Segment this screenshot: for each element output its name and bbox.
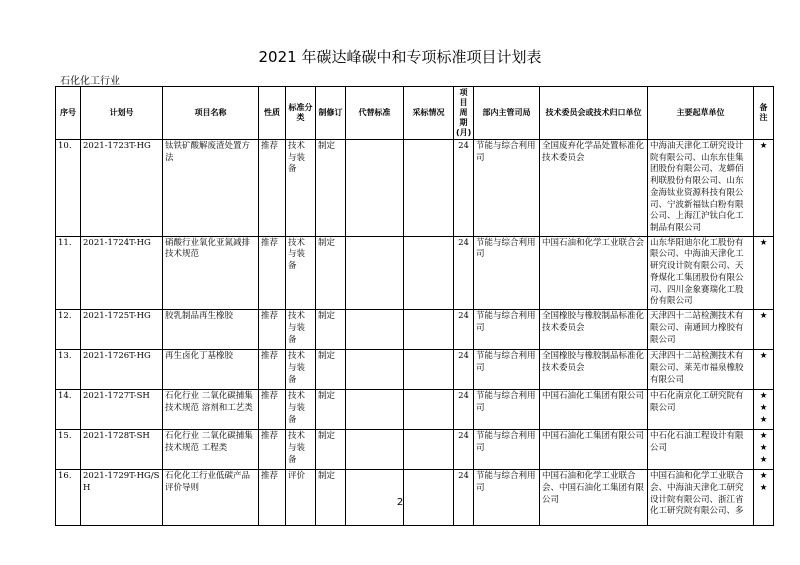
cell-department: 节能与综合利用司 (474, 430, 540, 470)
cell-revision-type: 制定 (316, 350, 346, 390)
cell-period: 24 (454, 350, 474, 390)
cell-project-name: 石化化工行业低碳产品评价导则 (163, 470, 259, 526)
table-row (56, 236, 774, 309)
cell-revision-type: 制定 (316, 236, 346, 309)
cell-no: 12. (56, 310, 81, 350)
cell-plan-no: 2021-1726T-HG (81, 350, 163, 390)
cell-revision-type: 制定 (316, 310, 346, 350)
cell-replace-standard (346, 390, 404, 430)
cell-revision-type: 制定 (316, 430, 346, 470)
table-row (56, 390, 774, 430)
page-title: 2021 年碳达峰碳中和专项标准项目计划表 (258, 48, 542, 66)
cell-note: ★ ★ (754, 470, 774, 526)
cell-committee: 中国石油和化学工业联合会 (540, 236, 648, 309)
cell-committee: 全国橡胶与橡胶制品标准化技术委员会 (540, 350, 648, 390)
col-header-revision-type: 制修订 (316, 87, 346, 140)
cell-committee: 全国废弃化学品处置标准化技术委员会 (540, 140, 648, 237)
cell-department: 节能与综合利用司 (474, 350, 540, 390)
cell-category: 技术与装备 (286, 390, 316, 430)
cell-drafter: 中石化南京化工研究院有限公司 (648, 390, 754, 430)
col-header-period: 项目周期(月) (454, 87, 474, 140)
cell-adoption (404, 390, 454, 430)
cell-committee: 中国石油和化学工业联合会、中国石油化工集团有限公司 (540, 470, 648, 526)
cell-department: 节能与综合利用司 (474, 390, 540, 430)
col-header-project-name: 项目名称 (163, 87, 259, 140)
col-header-category: 标准分类 (286, 87, 316, 140)
cell-replace-standard (346, 430, 404, 470)
cell-project-name: 硝酸行业氧化亚氮减排技术规范 (163, 236, 259, 309)
cell-nature: 推荐 (259, 350, 286, 390)
cell-period: 24 (454, 470, 474, 526)
cell-project-name: 再生卤化丁基橡胶 (163, 350, 259, 390)
cell-committee: 中国石油化工集团有限公司 (540, 430, 648, 470)
cell-drafter: 天津四十二站检测技术有限公司、南通回力橡胶有限公司 (648, 310, 754, 350)
col-header-plan-no: 计划号 (81, 87, 163, 140)
col-header-adoption: 采标情况 (404, 87, 454, 140)
cell-plan-no: 2021-1723T-HG (81, 140, 163, 237)
cell-adoption (404, 310, 454, 350)
cell-no: 14. (56, 390, 81, 430)
col-header-no: 序号 (56, 87, 81, 140)
cell-replace-standard (346, 310, 404, 350)
cell-category: 技术与装备 (286, 310, 316, 350)
table-body (56, 140, 774, 526)
cell-no: 16. (56, 470, 81, 526)
cell-category: 技术与装备 (286, 140, 316, 237)
cell-no: 10. (56, 140, 81, 237)
cell-drafter: 山东华阳迪尔化工股份有限公司、中海油天津化工研究设计院有限公司、天脊煤化工集团股份有限公司、四川金象赛瑞化工股份有限公司 (648, 236, 754, 309)
cell-note: ★ (754, 350, 774, 390)
cell-plan-no: 2021-1729T-HG/SH (81, 470, 163, 526)
cell-revision-type: 制定 (316, 390, 346, 430)
cell-department: 节能与综合利用司 (474, 470, 540, 526)
cell-replace-standard (346, 140, 404, 237)
col-header-drafter: 主要起草单位 (648, 87, 754, 140)
cell-note: ★ (754, 310, 774, 350)
table-row (56, 430, 774, 470)
cell-note: ★ (754, 236, 774, 309)
table-row (56, 350, 774, 390)
header-row (56, 87, 774, 140)
cell-project-name: 石化行业 二氧化碳捕集技术规范 工程类 (163, 430, 259, 470)
cell-adoption (404, 236, 454, 309)
cell-replace-standard (346, 350, 404, 390)
industry-category: 石化化工行业 (60, 76, 120, 87)
cell-no: 11. (56, 236, 81, 309)
col-header-note: 备注 (754, 87, 774, 140)
cell-period: 24 (454, 310, 474, 350)
cell-period: 24 (454, 390, 474, 430)
cell-project-name: 石化行业 二氧化碳捕集技术规范 溶剂和工艺类 (163, 390, 259, 430)
cell-period: 24 (454, 140, 474, 237)
col-header-nature: 性质 (259, 87, 286, 140)
cell-adoption (404, 350, 454, 390)
cell-drafter: 中海油天津化工研究设计院有限公司、山东东佳集团股份有限公司、龙蟒佰利联股份有限公司、山东金海钛业资源科技有限公司、宁波新福钛白粉有限公司、上海江沪钛白化工制品有限公司 (648, 140, 754, 237)
cell-nature: 推荐 (259, 390, 286, 430)
cell-no: 15. (56, 430, 81, 470)
standards-plan-table (55, 86, 774, 526)
cell-nature: 推荐 (259, 430, 286, 470)
cell-drafter: 中石化石油工程设计有限公司 (648, 430, 754, 470)
cell-adoption (404, 140, 454, 237)
cell-plan-no: 2021-1727T-SH (81, 390, 163, 430)
cell-department: 节能与综合利用司 (474, 310, 540, 350)
page-number: 2 (396, 497, 404, 508)
cell-plan-no: 2021-1725T-HG (81, 310, 163, 350)
cell-nature: 推荐 (259, 310, 286, 350)
cell-department: 节能与综合利用司 (474, 236, 540, 309)
cell-note: ★ ★ ★ (754, 390, 774, 430)
cell-committee: 全国橡胶与橡胶制品标准化技术委员会 (540, 310, 648, 350)
col-header-replace-standard: 代替标准 (346, 87, 404, 140)
cell-plan-no: 2021-1728T-SH (81, 430, 163, 470)
cell-category: 评价 (286, 470, 316, 526)
col-header-committee: 技术委员会或技术归口单位 (540, 87, 648, 140)
col-header-department: 部内主管司局 (474, 87, 540, 140)
cell-drafter: 天津四十二站检测技术有限公司、莱芜市福泉橡胶有限公司 (648, 350, 754, 390)
cell-project-name: 钛铁矿酸解废渣处置方法 (163, 140, 259, 237)
cell-note: ★ (754, 140, 774, 237)
cell-period: 24 (454, 236, 474, 309)
cell-no: 13. (56, 350, 81, 390)
cell-committee: 中国石油化工集团有限公司 (540, 390, 648, 430)
cell-drafter: 中国石油和化学工业联合会、中海油天津化工研究设计院有限公司、浙江省化工研究院有限公司、多 (648, 470, 754, 526)
cell-note: ★ ★ ★ (754, 430, 774, 470)
cell-plan-no: 2021-1724T-HG (81, 236, 163, 309)
table-row (56, 140, 774, 237)
cell-nature: 推荐 (259, 236, 286, 309)
cell-adoption (404, 430, 454, 470)
cell-category: 技术与装备 (286, 350, 316, 390)
cell-category: 技术与装备 (286, 430, 316, 470)
table-row (56, 310, 774, 350)
cell-period: 24 (454, 430, 474, 470)
cell-nature: 推荐 (259, 470, 286, 526)
cell-project-name: 胶乳制品再生橡胶 (163, 310, 259, 350)
cell-nature: 推荐 (259, 140, 286, 237)
cell-category: 技术与装备 (286, 236, 316, 309)
cell-department: 节能与综合利用司 (474, 140, 540, 237)
cell-replace-standard (346, 236, 404, 309)
cell-revision-type: 制定 (316, 470, 346, 526)
cell-revision-type: 制定 (316, 140, 346, 237)
